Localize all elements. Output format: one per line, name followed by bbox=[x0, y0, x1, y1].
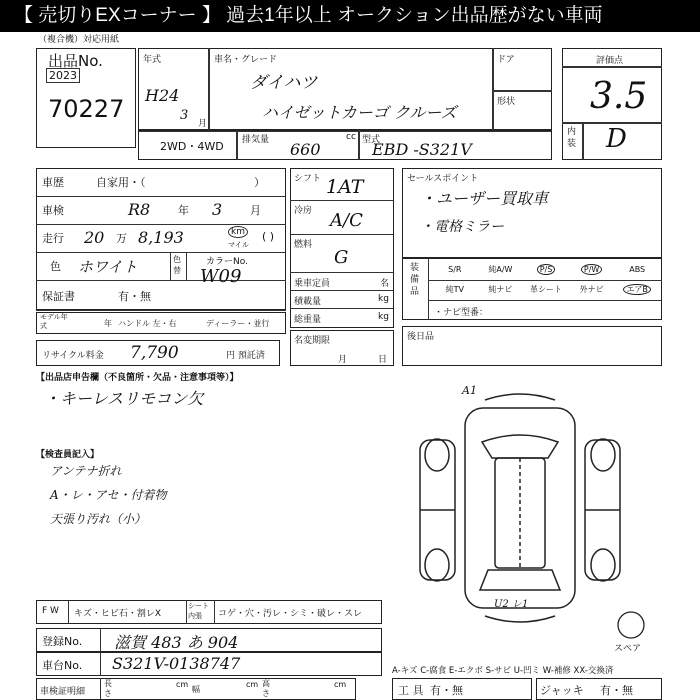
gross-unit: kg bbox=[378, 312, 389, 322]
model-value: ハイゼットカーゴ クルーズ bbox=[262, 103, 457, 122]
equip-sr: S/R bbox=[448, 265, 462, 274]
tool-label: 工 具 bbox=[398, 684, 424, 697]
load-label: 積載量 bbox=[294, 297, 322, 307]
color-no-value: W09 bbox=[200, 266, 242, 287]
inspector-line1: アンテナ折れ bbox=[50, 464, 122, 478]
ac-value: A/C bbox=[330, 210, 363, 231]
warranty-value: 有・無 bbox=[118, 290, 151, 303]
fuel-label: 燃料 bbox=[294, 240, 313, 250]
lot-number: 70227 bbox=[48, 95, 125, 123]
sales-line1: ・ユーザー買取車 bbox=[420, 189, 549, 208]
inspection-year-suffix: 年 bbox=[178, 204, 189, 217]
color-label: 色 bbox=[50, 260, 61, 273]
shift-label: シフト bbox=[294, 174, 322, 184]
later-box bbox=[402, 326, 662, 366]
reg-value: 滋賀 483 あ 904 bbox=[114, 633, 239, 652]
chassis-value: S321V-0138747 bbox=[112, 654, 241, 673]
fw-text: キズ・ヒビ石・割レX bbox=[74, 609, 161, 619]
gross-label: 総重量 bbox=[294, 315, 322, 325]
width-label: 幅 bbox=[192, 685, 200, 694]
spare-tire-icon bbox=[616, 610, 646, 640]
name-change-label: 名変期限 bbox=[294, 336, 331, 346]
fuel-value: G bbox=[334, 247, 349, 268]
history-label: 車歴 bbox=[42, 176, 64, 189]
history-use-close: ） bbox=[254, 176, 265, 189]
equip-ps: P/S bbox=[523, 260, 569, 280]
maker-value: ダイハツ bbox=[250, 73, 318, 93]
name-change-unit: 月 bbox=[338, 355, 348, 365]
tool-value: 有・無 bbox=[430, 684, 463, 697]
height-label: 高さ bbox=[262, 679, 270, 698]
color-value: ホワイト bbox=[78, 258, 138, 276]
inspection-month: 3 bbox=[212, 200, 223, 219]
seat-label: シート内張 bbox=[188, 602, 209, 620]
capacity-unit: 名 bbox=[380, 279, 390, 289]
car-diagram bbox=[400, 380, 670, 630]
inspector-label: 【検査員記入】 bbox=[36, 450, 100, 460]
cm3: cm bbox=[334, 680, 347, 689]
header-note: （複合機）対応用紙 bbox=[38, 35, 120, 45]
recycle-unit: 円 預託済 bbox=[226, 351, 265, 361]
drive-label: 2WD・4WD bbox=[160, 140, 224, 153]
seat-text: コゲ・穴・汚レ・シミ・破レ・スレ bbox=[218, 609, 363, 619]
score-value: 3.5 bbox=[590, 76, 648, 117]
exhibitor-note: ・キーレスリモコン欠 bbox=[44, 389, 204, 408]
inspector-line3: 天張り汚れ（小） bbox=[50, 512, 147, 526]
equip-ext-navi: 外ナビ bbox=[579, 285, 604, 294]
recycle-value: 7,790 bbox=[130, 343, 179, 363]
cert-label: 車検証明細 bbox=[40, 687, 86, 697]
mileage-man: 20 bbox=[84, 228, 105, 247]
type-label: 型式 bbox=[362, 135, 381, 145]
equipment-label: 装備品 bbox=[410, 263, 420, 297]
shape-label: 形状 bbox=[497, 97, 516, 107]
sales-label: セールスポイント bbox=[407, 174, 479, 184]
model-year-unit: 年 bbox=[104, 319, 112, 328]
jack-value: 有・無 bbox=[600, 684, 633, 697]
inspection-year: R8 bbox=[128, 200, 151, 219]
lot-label: 出品No. bbox=[48, 52, 103, 70]
score-label: 評価点 bbox=[596, 56, 624, 66]
name-change-day: 日 bbox=[378, 355, 388, 365]
interior-value: D bbox=[606, 124, 627, 154]
exhibitor-label: 【出品店申告欄（不良箇所・欠品・注意事項等）】 bbox=[36, 373, 239, 383]
model-year-label: モデル年式 bbox=[40, 313, 68, 330]
dealer-option: ディーラー・並行 bbox=[206, 319, 270, 328]
banner: 【 売切りEXコーナー 】 過去1年以上 オークション出品歴がない車両 bbox=[0, 0, 700, 32]
inspection-label: 車検 bbox=[42, 204, 64, 217]
length-label: 長さ bbox=[104, 679, 112, 698]
later-label: 後日品 bbox=[407, 332, 435, 342]
mileage-rest: 8,193 bbox=[138, 228, 184, 247]
month-suffix: 月 bbox=[198, 119, 208, 129]
cc-label: cc bbox=[346, 132, 356, 142]
unit-km: km bbox=[228, 226, 248, 238]
displacement-label: 排気量 bbox=[242, 135, 270, 145]
equip-tv: 純TV bbox=[445, 285, 464, 294]
reg-label: 登録No. bbox=[42, 635, 83, 648]
cm1: cm bbox=[176, 680, 189, 689]
month-value: 3 bbox=[180, 108, 189, 123]
equip-airbag: エアB bbox=[614, 280, 660, 300]
fw-label: F W bbox=[42, 606, 59, 616]
diagram-front-mark: A1 bbox=[462, 384, 477, 397]
lot-year-code: 2023 bbox=[46, 68, 80, 83]
inspector-line2: A・レ・アセ・付着物 bbox=[50, 488, 167, 502]
unit-mile: マイル bbox=[228, 241, 249, 249]
color-no-label: カラーNo. bbox=[206, 257, 248, 267]
man-label: 万 bbox=[116, 232, 127, 245]
warranty-label: 保証書 bbox=[42, 290, 75, 303]
equip-pw: P/W bbox=[569, 260, 615, 280]
name-label: 車名・グレード bbox=[214, 55, 278, 65]
shift-value: 1AT bbox=[326, 176, 364, 198]
capacity-label: 乗車定員 bbox=[294, 279, 331, 289]
color-change-label: 色替 bbox=[173, 255, 181, 275]
damage-legend: A-キズ C-腐食 E-エクボ S-サビ U-凹ミ W-補修 XX-交換済 bbox=[392, 666, 614, 676]
equip-abs: ABS bbox=[629, 265, 646, 274]
spare-label: スペア bbox=[614, 644, 642, 654]
jack-label: ジャッキ bbox=[540, 684, 584, 697]
door-label: ドア bbox=[497, 55, 515, 65]
ac-label: 冷房 bbox=[294, 206, 313, 216]
handle-option: ハンドル 左・右 bbox=[118, 319, 177, 328]
recycle-label: リサイクル料金 bbox=[42, 351, 104, 361]
interior-label: 内装 bbox=[567, 127, 577, 149]
equip-aw: 純A/W bbox=[488, 265, 513, 274]
load-unit: kg bbox=[378, 294, 389, 304]
type-value: EBD -S321V bbox=[372, 140, 472, 159]
year-label: 年式 bbox=[143, 55, 162, 65]
displacement-value: 660 bbox=[290, 140, 321, 159]
inspection-month-suffix: 月 bbox=[250, 204, 261, 217]
equip-leather: 革シート bbox=[529, 285, 562, 294]
diagram-rear-mark: U2 レ1 bbox=[494, 599, 529, 610]
equip-navi: 純ナビ bbox=[488, 285, 513, 294]
mileage-label: 走行 bbox=[42, 232, 64, 245]
chassis-label: 車台No. bbox=[42, 659, 83, 672]
cm2: cm bbox=[246, 680, 259, 689]
navi-label: ・ナビ型番： bbox=[434, 308, 489, 318]
history-use: 自家用・（ bbox=[96, 176, 146, 189]
sales-line2: ・電格ミラー bbox=[420, 219, 504, 235]
year-value: H24 bbox=[145, 86, 180, 105]
